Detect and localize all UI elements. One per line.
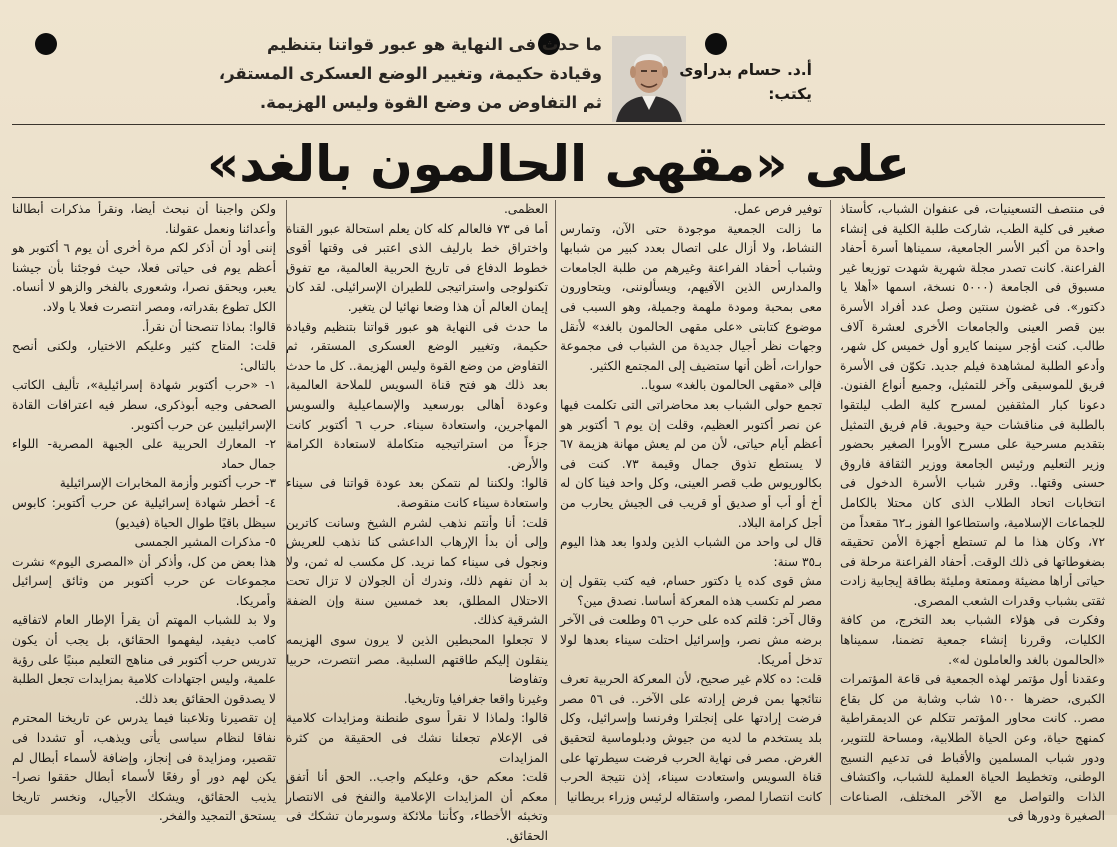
paragraph: ولا بد للشباب المهتم أن يقرأ الإطار العام لاتفاقيه كامب ديفيد، ليفهموا الحقائق، بل يجب أن يكون تدريس حرب أكتوبر فى مناهج التعليم مبنيًا على رؤية علمية، وليس اجتهادات كلامية بمزايدات تجعل الطلبة لا يصدقون الحقائق بعد ذلك. [12, 613, 276, 706]
divider [12, 197, 1105, 198]
paragraph: تجمع حولى الشباب بعد محاضراتى التى تكلمت فيها عن نصر أكتوبر العظيم، وقلت إن يوم ٦ أكتوبر هو أعظم أيام حياتى، لأن من لم يعش مهانة هزيمة ٦٧ لا يستطع تذوق جمال وقيمة ٧٣. كنت فى بكالوريوس طب قصر العينى، وكل واحد فينا كان له أخ أو أب أو صديق أو قريب فى الجيش يحارب من أجل كرامة البلاد. [560, 397, 822, 530]
paragraph: وقال آخر: قلتم كده على حرب ٥٦ وطلعت فى الآخر برضه مش نصر، وإسرائيل احتلت سيناء بعدها لولا تدخل أمريكا. [560, 613, 822, 667]
paragraph: قالوا: ولكننا لم نتمكن بعد عودة قواتنا فى سيناء واستعادة سيناء كانت منقوصة. [286, 476, 548, 510]
paragraph: قال لى واحد من الشباب الذين ولدوا بعد هذا اليوم بـ٣٥ سنة: [560, 535, 822, 569]
pull-quote-line: وقيادة حكيمة، وتغيير الوضع العسكرى المستقر، [218, 64, 602, 83]
article-column-2 [560, 200, 822, 810]
paragraph: هذا بعض من كل، وأذكر أن «المصرى اليوم» نشرت مجموعات عن حرب أكتوبر من وثائق إسرائيل وأمريكا. [12, 554, 276, 608]
paragraph: مش قوى كده يا دكتور حسام، فيه كتب بتقول إن مصر لم تكسب هذه المعركة أساسا. نصدق مين؟ [560, 574, 822, 608]
paragraph: قالوا: ولماذا لا نقرأ سوى طنطنة ومزايدات كلامية فى الإعلام تجعلنا نشك فى الحقيقة من كثرة المزايدات [286, 711, 548, 765]
paragraph: فإلى «مقهى الحالمون بالغد» سويا.. [640, 378, 822, 393]
paragraph: ٢- المعارك الحربية على الجبهة المصرية- اللواء جمال حماد [12, 437, 276, 471]
author-name: أ.د. حسام بدراوى [679, 61, 812, 79]
punch-hole [705, 33, 727, 55]
paragraph: قلت: ده كلام غير صحيح، لأن المعركة الحربية تعرف نتائجها بمن فرض إرادته على الآخر.. فى ٥٦ مصر فرضت إرادتها على إنجلترا وفرنسا وإسرائيل، وكل بلد يستخدم ما لديه من جيوش ودبلوماسية لتحقيق الغرض. مصر فى نهاية الحرب فرضت سيطرتها على قناة السويس واستعادت سيناء، إذن نتيجة الحرب كانت انتصارا لمصر، واستقاله لرئيس وزراء بريطانيا [560, 672, 822, 804]
headline-text: على «مقهى الحالمون بالغد» [207, 135, 910, 193]
paragraph: قلت: معكم حق، وعليكم واجب.. الحق أنا أتفق معكم أن المزايدات الإعلامية والنفخ فى الانتصار وتخبئه الأخطاء، وكأننا ملائكة وسوبرمان تشكك فى الحقائق. [286, 770, 548, 843]
paragraph: إننى أود أن أذكر لكم مرة أخرى أن يوم ٦ أكتوبر هو أعظم يوم فى حياتى فعلا، حيث فوجئنا بأن جيشنا يعبر، ويحقق نصرا، وشعورى بالفخر والزهو لا أنساه. الكل تطوع بقدراته، ومصر انتصرت فعلا يا ولاد. [12, 241, 276, 314]
paragraph: ولكن واجبنا أن نبحث أيضا، ونقرأ مذكرات أبطالنا وأعدائنا ونعمل عقولنا. [12, 202, 276, 236]
paragraph: وعقدنا أول مؤتمر لهذه الجمعية فى قاعة المؤتمرات الكبرى، حضرها ١٥٠٠ شاب وشابة من كل بقاع مصر.. كانت محاور المؤتمر تتكلم عن الديمقراطية كمنهج حياة، وعن الحياة الطلابية، ومساحة للتنوير، ودور شباب المسلمين والأقباط فى تدعيم النسيج الوطنى، وتخطيط الحياة العملية للشباب، واكتشاف الذات والتواصل مع الآخر المختلف، الصناعات الصغيرة ودورها فى [840, 672, 1106, 824]
paragraph: وغيرنا واقعا جغرافيا وتاريخيا. [403, 691, 548, 706]
article-column-1 [840, 200, 1106, 824]
divider [12, 124, 1105, 125]
paragraph: ٣- حرب أكتوبر وأزمة المخابرات الإسرائيلية [59, 476, 276, 491]
paragraph: إن تقصيرنا وتلاعبنا فيما يدرس عن تاريخنا المحترم نفاقا لنظام سياسى يأتى ويذهب، أو تشددا فى تقصير، ومزايدة فى إنجاز، وإضافة لأسماء أبطال لم يكن لهم دور أو رفعًا لأسماء أبطال حققوا نصرا- يذيب الحقائق، ويشكك الأجيال، ونخسر تاريخا يستحق التمجيد والفخر. [12, 711, 276, 824]
pull-quote-line: ما حدث فى النهاية هو عبور قواتنا بتنظيم [267, 35, 602, 54]
paragraph: فى منتصف التسعينيات، فى عنفوان الشباب، كأستاذ صغير فى كلية الطب، شاركت طلبة الكلية فى إنشاء واحدة من أكبر الأسر الجامعية، سميناها أسرة أحفاد الفراعنة. كانت تصدر مجلة شهرية شهدت توزيعا غير مسبوق فى الجامعة (٥٠٠٠ نسخة، اسمها «أهلا يا دكتور». فى غضون سنتين وصل عدد أفراد الأسرة بين قصر العينى والجامعات الأخرى لعشرة آلاف طالب. كنت أؤجر سينما كايرو أول خميس كل شهر، وأدعو الطلبة لمشاهدة فيلم جديد. تكوّن فى الأسرة فريق للموسيقى وآخر للتمثيل، وجميع أنواع الفنون. دعونا كبار المثقفين لمسرح كلية الطب ليلتقوا بالطلبة فى مناقشات حية وحيوية. قام فريق التمثيل بتقديم مسرحية على مسرح الأوبرا الصغير بحضور وزير التعليم ورئيس الجامعة ووزير الثقافة فاروق حسنى وقتها.. وقرر شباب الأسرة الدخول فى انتخابات اتحاد الطلاب الذى كان محتلا بالكامل للجماعات الإسلامية، واستطاعوا الفوز بـ٦٢ مقعداً من ٧٢، وكان هذا ما لم تستطع أجهزة الأمن تحقيقه بضغوطاتها فى ذلك الوقت. أحفاد الفراعنة مرحلة فى حياتى أراها مضيئة وممتعة ومليئة بطاقة إيجابية زادت ثقتى بشباب وقدرات الشعب المصرى. [840, 202, 1105, 608]
paragraph: أما فى ٧٣ فالعالم كله كان يعلم استحالة عبور القناة واختراق خط بارليف الذى اعتبر فى وقتها أقوى خطوط الدفاع فى تاريخ الحربية العالمية، مع تفوق تكنولوجى واستراتيجى للطيران الإسرائيلى. لقد كان إيمان العالم أن هذا وضعا نهائيا لن يتغير. [286, 221, 548, 314]
article-body [12, 200, 1106, 843]
paragraph: قلت: المتاح كثير وعليكم الاختيار، ولكنى أنصح بالتالى: [12, 339, 276, 373]
paragraph: توفير فرص عمل. [733, 202, 822, 216]
byline [679, 58, 812, 106]
punch-hole [35, 33, 57, 55]
paragraph: ما زالت الجمعية موجودة حتى الآن، وتمارس النشاط، ولا أزال على اتصال بعدد كبير من شبابها وشباب أحفاد الفراعنة وغيرهم من طلبة الجامعات والمدارس الذين الآفيهم، ويسألوننى، ويتحاورون معى بمحبة ومودة ملهمة وجميلة، وهو السبب فى موضوع كتابتى «على مقهى الحالمون بالغد» لأنقل وجهات نظر أجيال جديدة من الشباب فى مجموعة حوارات، أظن أنها ستضيف إلى المجتمع الكثير. [560, 221, 822, 373]
paragraph: قلت: أنا وأنتم نذهب لشرم الشيخ وسانت كاترين وإلى أن بدأ الإرهاب الداعشى كنا نذهب للعريش ونجول فى سيناء كما نريد. كل مكسب له ثمن، ولا بد أن نفهم ذلك، وندرك أن الجولان لا تزال تحت الاحتلال المطلق، بعد خمسين سنة وإن الضفة الشرقية كذلك. [286, 515, 548, 628]
byline-role: يكتب: [768, 85, 812, 103]
pull-quote-line: ثم التفاوض من وضع القوة وليس الهزيمة. [259, 93, 602, 112]
paragraph: ٥- مذكرات المشير الجمسى [134, 535, 276, 550]
paragraph: ما حدث فى النهاية هو عبور قواتنا بتنظيم وقيادة حكيمة، وتغيير الوضع العسكرى المستقر، ثم التفاوض من وضع القوة وليس الهزيمة.. كل ما حدث بعد ذلك هو فتح قناة السويس للملاحة العالمية، وعودة أهالى بورسعيد والإسماعيلية والسويس المهاجرين، واستعادة سيناء. حرب ٦ أكتوبر كانت جزءاً من استراتيجيه متكاملة لاستعادة الكرامة والأرض. [286, 319, 548, 471]
article-column-3 [286, 200, 548, 843]
paragraph: وفكرت فى هؤلاء الشباب بعد التخرج، من كافة الكليات، وقررنا إنشاء جمعية تضمنا، سميناها «الحالمون بالغد والعاملون له». [840, 613, 1105, 667]
headline [0, 128, 1117, 200]
pull-quote [182, 30, 602, 117]
paragraph: ٤- أخطر شهادة إسرائيلية عن حرب أكتوبر: كابوس سيظل باقيًا طوال الحياة (فيديو) [12, 495, 276, 530]
author-photo [612, 36, 686, 122]
paragraph: قالوا: بماذا تنصحنا أن نقرأ. [141, 319, 276, 334]
paragraph: لا تجعلوا المحبطين الذين لا يرون سوى الهزيمه ينقلون إليكم طاقتهم السلبية. مصر انتصرت، حربيا وتفاوضا [286, 633, 548, 687]
article-column-4 [12, 200, 276, 824]
paragraph: العظمى. [503, 202, 548, 216]
paragraph: ١- «حرب أكتوبر شهادة إسرائيلية»، تأليف الكاتب الصحفى وجيه أبوذكرى، سطر فيه اعترافات القادة الإسرائيليين عن حرب أكتوبر. [12, 378, 276, 432]
